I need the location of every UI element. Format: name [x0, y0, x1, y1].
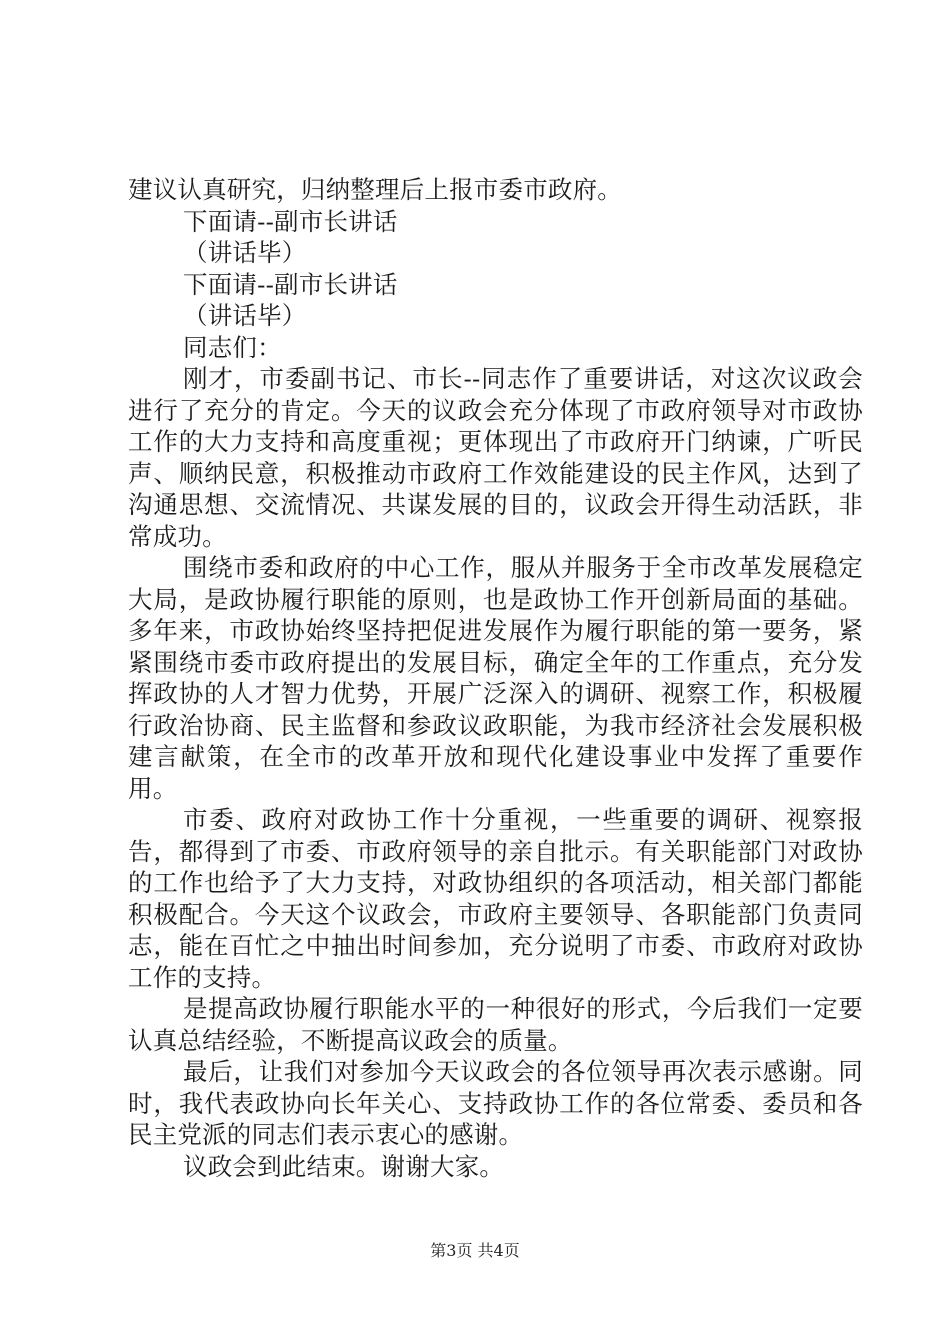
paragraph: 议政会到此结束。谢谢大家。 — [183, 1151, 505, 1181]
paragraph: （讲话毕） — [183, 301, 307, 330]
paragraph: 是提高政协履行职能水平的一种很好的形式，今后我们一定要认真总结经验，不断提高议政会的质量。 — [128, 994, 863, 1055]
paragraph: 下面请--副市长讲话 — [183, 206, 398, 236]
paragraph: 市委、政府对政协工作十分重视，一些重要的调研、视察报告，都得到了市委、市政府领导的亲自批示。有关职能部门对政协的工作也给予了大力支持，对政协组织的各项活动，相关部门都能积极配合。今天这个议政会，市政府主要领导、各职能部门负责同志，能在百忙之中抽出时间参加，充分说明了市委、市政府对政协工作的支持。 — [128, 805, 863, 992]
paragraph: 下面请--副市长讲话 — [183, 269, 398, 299]
paragraph: （讲话毕） — [183, 238, 307, 267]
paragraph: 同志们： — [183, 332, 282, 362]
page-number-footer: 第3页 共4页 — [430, 1241, 520, 1260]
paragraph: 最后，让我们对参加今天议政会的各位领导再次表示感谢。同时，我代表政协向长年关心、支持政协工作的各位常委、委员和各民主党派的同志们表示衷心的感谢。 — [128, 1057, 863, 1149]
paragraph: 建议认真研究，归纳整理后上报市委市政府。 — [128, 175, 622, 204]
paragraph: 围绕市委和政府的中心工作，服从并服务于全市改革发展稳定大局，是政协履行职能的原则，也是政协工作开创新局面的基础。多年来，市政协始终坚持把促进发展作为履行职能的第一要务，紧紧围绕市委市政府提出的发展目标，确定全年的工作重点，充分发挥政协的人才智力优势，开展广泛深入的调研、视察工作，积极履行政治协商、民主监督和参政议政职能，为我市经济社会发展积极建言献策，在全市的改革开放和现代化建设事业中发挥了重要作用。 — [128, 553, 863, 803]
paragraph: 刚才，市委副书记、市长--同志作了重要讲话，对这次议政会进行了充分的肯定。今天的议政会充分体现了市政府领导对市政协工作的大力支持和高度重视；更体现出了市政府开门纳谏，广听民声、顺纳民意，积极推动市政府工作效能建设的民主作风，达到了沟通思想、交流情况、共谋发展的目的，议政会开得生动活跃，非常成功。 — [128, 364, 863, 551]
document-body — [128, 174, 863, 1182]
